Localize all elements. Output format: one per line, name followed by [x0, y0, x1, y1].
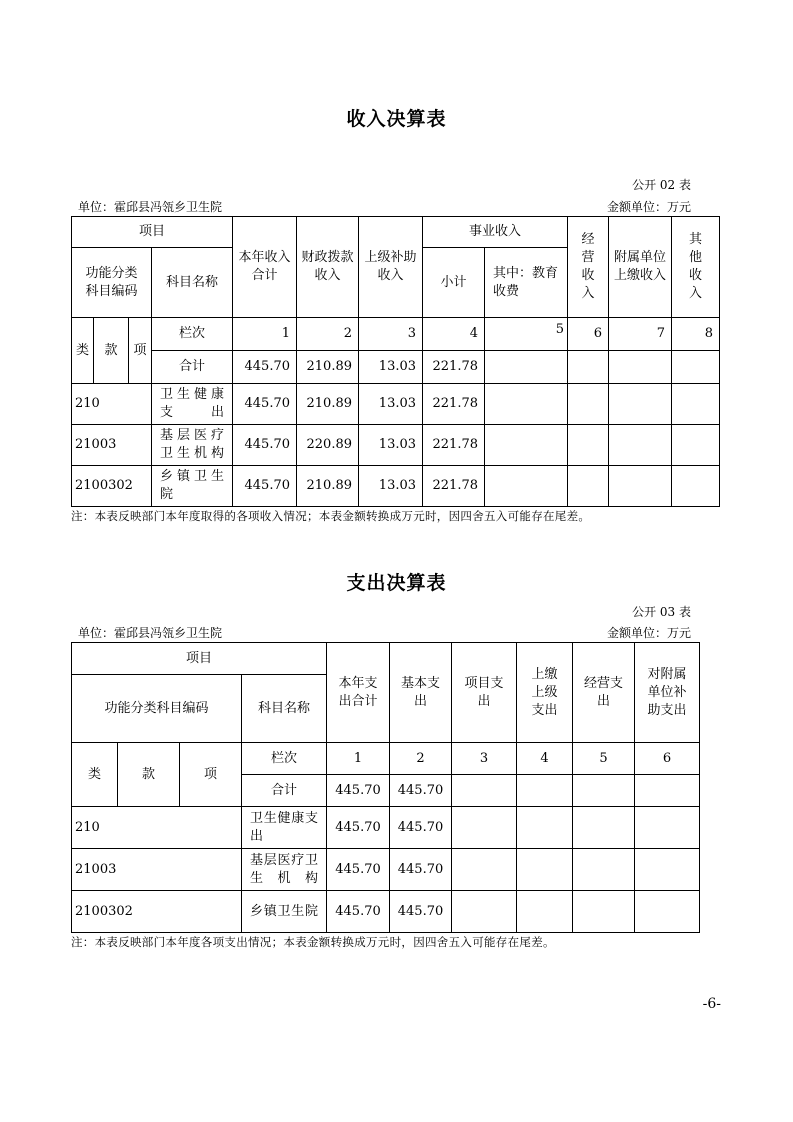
row-fiscal: 210.89	[297, 384, 359, 425]
income-table-code: 公开 02 表	[632, 178, 691, 192]
row-fiscal: 220.89	[297, 425, 359, 466]
income-amount-unit: 金额单位：万元	[606, 200, 691, 214]
header-affiliated-subsidy: 对附属单位补助支出	[635, 643, 700, 743]
total-subtotal-value: 221.78	[423, 351, 485, 384]
table-row	[72, 425, 720, 466]
total-superior-value: 13.03	[359, 351, 423, 384]
header-subtotal: 小计	[423, 248, 485, 318]
header-other-income: 其他收入	[672, 217, 720, 318]
header-xiang: 项	[180, 743, 242, 807]
header-superior-income: 上级补助收入	[359, 217, 423, 318]
row-name: 卫生健康支出	[242, 807, 327, 849]
header-lei: 类	[72, 318, 94, 384]
row-name: 基层医疗卫生机构	[152, 425, 233, 466]
expense-title: 支出决算表	[346, 572, 447, 594]
table-row	[72, 384, 720, 425]
col-num: 2	[390, 743, 452, 775]
header-business-income: 事业收入	[423, 217, 568, 248]
header-basic-expense: 基本支出	[390, 643, 452, 743]
header-project-expense: 项目支出	[452, 643, 517, 743]
col-num: 5	[485, 318, 568, 351]
header-fiscal-income: 财政拨款收入	[297, 217, 359, 318]
row-code: 21003	[72, 849, 242, 891]
row-superior: 13.03	[359, 384, 423, 425]
col-num: 3	[359, 318, 423, 351]
row-subtotal: 221.78	[423, 425, 485, 466]
income-total-row	[72, 351, 720, 384]
row-superior: 13.03	[359, 466, 423, 507]
table-row	[72, 466, 720, 507]
header-operating-expense: 经营支出	[573, 643, 635, 743]
col-num: 1	[327, 743, 390, 775]
income-unit: 单位：霍邱县冯瓴乡卫生院	[78, 200, 223, 214]
col-num: 4	[517, 743, 573, 775]
row-name: 乡镇卫生院	[242, 891, 327, 933]
row-subtotal: 221.78	[423, 466, 485, 507]
header-subject-name: 科目名称	[242, 675, 327, 743]
header-kuan: 款	[94, 318, 129, 384]
row-name: 基层医疗卫生机构	[242, 849, 327, 891]
total-label: 合计	[242, 775, 327, 807]
header-lanci: 栏次	[152, 318, 233, 351]
row-superior: 13.03	[359, 425, 423, 466]
header-lanci: 栏次	[242, 743, 327, 775]
row-total: 445.70	[327, 849, 390, 891]
row-total: 445.70	[233, 466, 297, 507]
page-number: -6-	[702, 996, 721, 1012]
header-edu-fee: 其中：教育收费	[485, 248, 568, 318]
table-row	[72, 849, 700, 891]
col-num: 2	[297, 318, 359, 351]
col-num: 6	[568, 318, 609, 351]
header-lei: 类	[72, 743, 118, 807]
row-basic: 445.70	[390, 849, 452, 891]
header-project: 项目	[72, 217, 233, 248]
row-code: 2100302	[72, 891, 242, 933]
header-project: 项目	[72, 643, 327, 675]
row-code: 2100302	[72, 466, 152, 507]
expense-note: 注：本表反映部门本年度各项支出情况；本表金额转换成万元时，因四舍五入可能存在尾差。	[71, 935, 555, 949]
row-name: 卫生健康支出	[152, 384, 233, 425]
header-total-expense: 本年支出合计	[327, 643, 390, 743]
header-operating-income: 经营收入	[568, 217, 609, 318]
row-total: 445.70	[327, 891, 390, 933]
total-expense-value: 445.70	[327, 775, 390, 807]
income-table	[71, 216, 720, 507]
row-subtotal: 221.78	[423, 384, 485, 425]
row-total: 445.70	[233, 425, 297, 466]
header-xiang: 项	[129, 318, 152, 384]
expense-table-code: 公开 03 表	[632, 605, 691, 619]
col-num: 8	[672, 318, 720, 351]
total-fiscal-value: 210.89	[297, 351, 359, 384]
income-note: 注：本表反映部门本年度取得的各项收入情况；本表金额转换成万元时，因四舍五入可能存在尾差。	[71, 509, 591, 523]
total-basic-value: 445.70	[390, 775, 452, 807]
row-code: 210	[72, 807, 242, 849]
income-title: 收入决算表	[346, 108, 447, 130]
expense-amount-unit: 金额单位：万元	[606, 626, 691, 640]
row-fiscal: 210.89	[297, 466, 359, 507]
header-subject-name: 科目名称	[152, 248, 233, 318]
col-num: 3	[452, 743, 517, 775]
col-num: 7	[609, 318, 672, 351]
expense-unit: 单位：霍邱县冯瓴乡卫生院	[78, 626, 223, 640]
header-func-code: 功能分类科目编码	[72, 675, 242, 743]
header-remit-expense: 上缴上级支出	[517, 643, 573, 743]
table-row	[72, 807, 700, 849]
col-num: 1	[233, 318, 297, 351]
header-kuan: 款	[118, 743, 180, 807]
total-label: 合计	[152, 351, 233, 384]
header-total-income: 本年收入合计	[233, 217, 297, 318]
col-num: 6	[635, 743, 700, 775]
row-code: 21003	[72, 425, 152, 466]
row-basic: 445.70	[390, 891, 452, 933]
col-num: 4	[423, 318, 485, 351]
col-num: 5	[573, 743, 635, 775]
row-total: 445.70	[327, 807, 390, 849]
expense-table	[71, 642, 700, 933]
total-income-value: 445.70	[233, 351, 297, 384]
row-code: 210	[72, 384, 152, 425]
header-func-code: 功能分类科目编码	[72, 248, 152, 318]
header-affiliated-income: 附属单位上缴收入	[609, 217, 672, 318]
row-total: 445.70	[233, 384, 297, 425]
row-name: 乡镇卫生院	[152, 466, 233, 507]
table-row	[72, 891, 700, 933]
row-basic: 445.70	[390, 807, 452, 849]
